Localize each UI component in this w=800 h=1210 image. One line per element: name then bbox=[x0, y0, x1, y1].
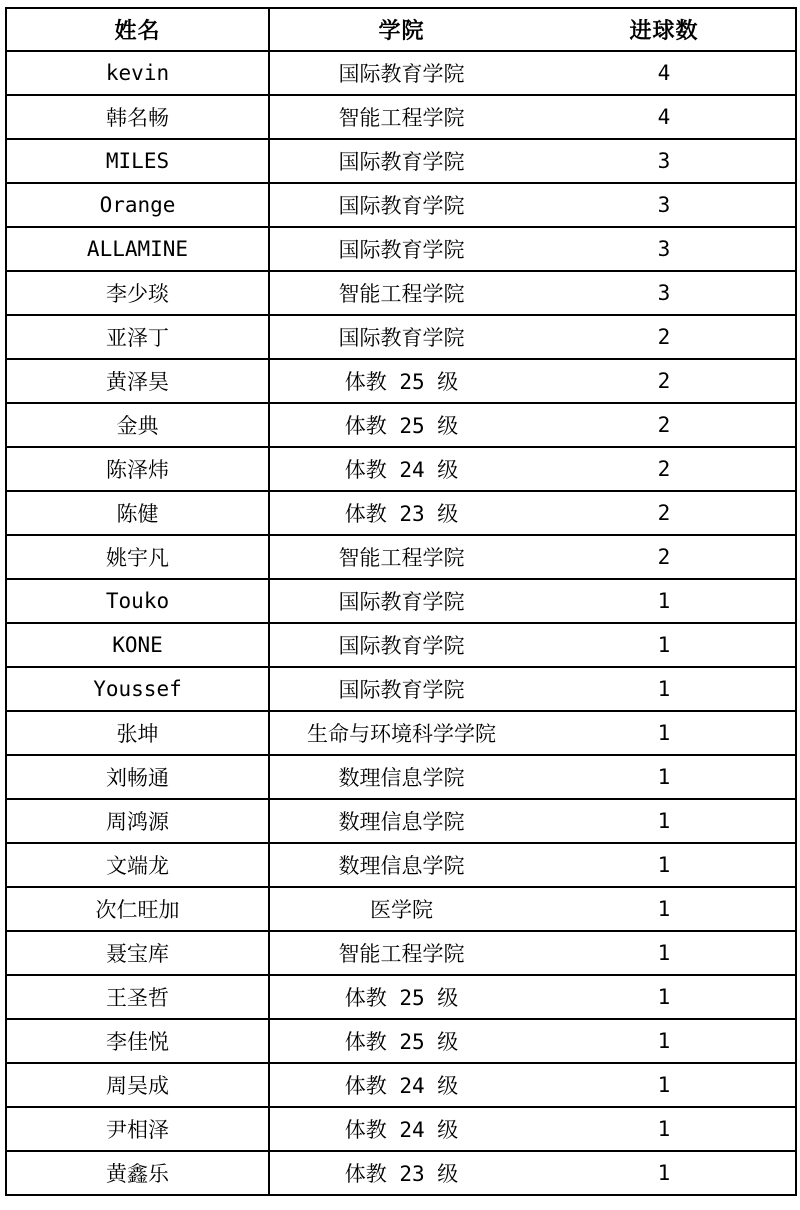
table-row bbox=[6, 667, 796, 711]
cell-name: 周鸿源 bbox=[6, 799, 269, 843]
cell-goals: 1 bbox=[533, 755, 796, 799]
cell-name: kevin bbox=[6, 51, 269, 95]
table-row bbox=[6, 1019, 796, 1063]
cell-goals: 2 bbox=[533, 359, 796, 403]
cell-college: 体教 24 级 bbox=[269, 1063, 533, 1107]
cell-goals: 2 bbox=[533, 535, 796, 579]
cell-college: 智能工程学院 bbox=[269, 535, 533, 579]
table-body bbox=[6, 51, 796, 1195]
cell-goals: 1 bbox=[533, 623, 796, 667]
cell-college: 医学院 bbox=[269, 887, 533, 931]
table-row bbox=[6, 491, 796, 535]
cell-college: 体教 25 级 bbox=[269, 403, 533, 447]
table-row bbox=[6, 1063, 796, 1107]
cell-goals: 3 bbox=[533, 227, 796, 271]
table-row bbox=[6, 843, 796, 887]
cell-name: KONE bbox=[6, 623, 269, 667]
cell-goals: 1 bbox=[533, 667, 796, 711]
cell-name: 韩名畅 bbox=[6, 95, 269, 139]
cell-goals: 4 bbox=[533, 51, 796, 95]
cell-goals: 1 bbox=[533, 843, 796, 887]
goals-table bbox=[5, 7, 797, 1196]
cell-college: 智能工程学院 bbox=[269, 271, 533, 315]
cell-name: 文端龙 bbox=[6, 843, 269, 887]
cell-college: 国际教育学院 bbox=[269, 579, 533, 623]
cell-name: 金典 bbox=[6, 403, 269, 447]
cell-college: 数理信息学院 bbox=[269, 799, 533, 843]
cell-college: 国际教育学院 bbox=[269, 667, 533, 711]
cell-name: 王圣哲 bbox=[6, 975, 269, 1019]
cell-college: 国际教育学院 bbox=[269, 227, 533, 271]
cell-goals: 1 bbox=[533, 1019, 796, 1063]
cell-college: 生命与环境科学学院 bbox=[269, 711, 533, 755]
cell-goals: 2 bbox=[533, 403, 796, 447]
table-row bbox=[6, 931, 796, 975]
table-row bbox=[6, 447, 796, 491]
cell-college: 国际教育学院 bbox=[269, 315, 533, 359]
cell-name: Touko bbox=[6, 579, 269, 623]
cell-goals: 1 bbox=[533, 1107, 796, 1151]
cell-goals: 2 bbox=[533, 447, 796, 491]
table-row bbox=[6, 359, 796, 403]
table-row bbox=[6, 887, 796, 931]
cell-goals: 2 bbox=[533, 315, 796, 359]
table-row bbox=[6, 51, 796, 95]
cell-college: 智能工程学院 bbox=[269, 95, 533, 139]
cell-college: 体教 24 级 bbox=[269, 447, 533, 491]
cell-goals: 1 bbox=[533, 711, 796, 755]
table-row bbox=[6, 139, 796, 183]
cell-goals: 1 bbox=[533, 931, 796, 975]
cell-goals: 1 bbox=[533, 975, 796, 1019]
header-name: 姓名 bbox=[6, 8, 269, 51]
table-row bbox=[6, 579, 796, 623]
cell-name: 李佳悦 bbox=[6, 1019, 269, 1063]
cell-name: 陈泽炜 bbox=[6, 447, 269, 491]
table-row bbox=[6, 95, 796, 139]
cell-name: 次仁旺加 bbox=[6, 887, 269, 931]
cell-name: MILES bbox=[6, 139, 269, 183]
cell-name: 刘畅通 bbox=[6, 755, 269, 799]
cell-goals: 1 bbox=[533, 799, 796, 843]
cell-college: 体教 25 级 bbox=[269, 359, 533, 403]
table-row bbox=[6, 975, 796, 1019]
table-row bbox=[6, 1151, 796, 1195]
cell-college: 国际教育学院 bbox=[269, 139, 533, 183]
cell-name: 亚泽丁 bbox=[6, 315, 269, 359]
table-header-row bbox=[6, 8, 796, 51]
table-row bbox=[6, 535, 796, 579]
cell-name: 聂宝库 bbox=[6, 931, 269, 975]
cell-name: 黄鑫乐 bbox=[6, 1151, 269, 1195]
cell-name: 姚宇凡 bbox=[6, 535, 269, 579]
cell-college: 体教 23 级 bbox=[269, 1151, 533, 1195]
table-row bbox=[6, 271, 796, 315]
cell-goals: 1 bbox=[533, 579, 796, 623]
table-row bbox=[6, 315, 796, 359]
cell-goals: 1 bbox=[533, 1063, 796, 1107]
header-goals: 进球数 bbox=[533, 8, 796, 51]
cell-name: 李少琰 bbox=[6, 271, 269, 315]
cell-name: 张坤 bbox=[6, 711, 269, 755]
cell-goals: 3 bbox=[533, 183, 796, 227]
table-row bbox=[6, 1107, 796, 1151]
cell-college: 国际教育学院 bbox=[269, 623, 533, 667]
cell-college: 数理信息学院 bbox=[269, 755, 533, 799]
cell-name: 陈健 bbox=[6, 491, 269, 535]
table-row bbox=[6, 799, 796, 843]
cell-goals: 1 bbox=[533, 1151, 796, 1195]
table-row bbox=[6, 183, 796, 227]
cell-goals: 1 bbox=[533, 887, 796, 931]
cell-college: 体教 25 级 bbox=[269, 975, 533, 1019]
cell-name: 周吴成 bbox=[6, 1063, 269, 1107]
cell-name: ALLAMINE bbox=[6, 227, 269, 271]
cell-name: 黄泽昊 bbox=[6, 359, 269, 403]
cell-college: 体教 23 级 bbox=[269, 491, 533, 535]
cell-goals: 3 bbox=[533, 139, 796, 183]
table-row bbox=[6, 227, 796, 271]
cell-college: 体教 25 级 bbox=[269, 1019, 533, 1063]
table-row bbox=[6, 755, 796, 799]
cell-name: Orange bbox=[6, 183, 269, 227]
cell-goals: 2 bbox=[533, 491, 796, 535]
cell-goals: 4 bbox=[533, 95, 796, 139]
cell-name: Youssef bbox=[6, 667, 269, 711]
table-row bbox=[6, 623, 796, 667]
cell-college: 国际教育学院 bbox=[269, 51, 533, 95]
header-college: 学院 bbox=[269, 8, 533, 51]
cell-college: 体教 24 级 bbox=[269, 1107, 533, 1151]
table-row bbox=[6, 711, 796, 755]
cell-goals: 3 bbox=[533, 271, 796, 315]
cell-college: 数理信息学院 bbox=[269, 843, 533, 887]
cell-college: 智能工程学院 bbox=[269, 931, 533, 975]
table-row bbox=[6, 403, 796, 447]
cell-college: 国际教育学院 bbox=[269, 183, 533, 227]
cell-name: 尹相泽 bbox=[6, 1107, 269, 1151]
